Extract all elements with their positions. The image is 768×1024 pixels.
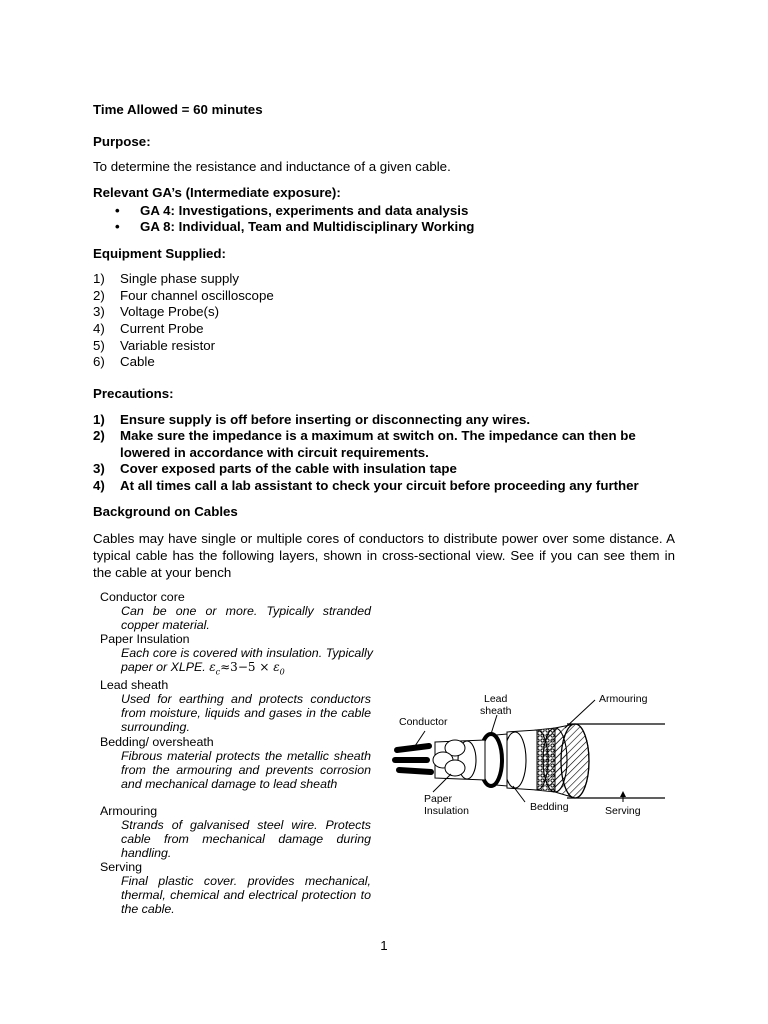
layer-description: Strands of galvanised steel wire. Protects cable from mechanical damage during handling. (121, 818, 371, 860)
precaution-item (93, 461, 683, 478)
layer-description-text: Each core is covered with insulation. Typically paper or XLPE. (121, 646, 373, 674)
layer-description: Can be one or more. Typically stranded copper material. (121, 604, 371, 632)
equipment-item (93, 338, 215, 354)
item-text: Voltage Probe(s) (120, 304, 220, 319)
layer-name: Lead sheath (100, 678, 169, 692)
page-number: 1 (380, 938, 388, 953)
item-number: 4) (93, 478, 105, 493)
label-serving: Serving (605, 805, 641, 817)
item-text: Cover exposed parts of the cable with insulation tape (120, 461, 457, 476)
cable-cross-section-figure (385, 688, 670, 823)
precaution-item (93, 428, 683, 461)
ga-item-text: GA 8: Individual, Team and Multidisciplinary Working (140, 219, 475, 234)
label-paper-insulation: Paper (424, 793, 453, 805)
label-armouring: Armouring (599, 693, 648, 705)
layer-description: Fibrous material protects the metallic sheath from the armouring and prevents corrosion and mechanical damage to lead sheath (121, 749, 371, 791)
item-number: 2) (93, 288, 105, 303)
layer-description (121, 646, 373, 679)
item-text: At all times call a lab assistant to check your circuit before proceeding any further (120, 478, 639, 493)
layer-name: Bedding/ oversheath (100, 735, 214, 749)
bullet-icon: • (115, 219, 120, 234)
item-text: Four channel oscilloscope (120, 288, 274, 303)
item-number: 2) (93, 428, 105, 443)
time-allowed: Time Allowed = 60 minutes (93, 102, 263, 117)
ga-item (115, 219, 474, 235)
label-lead-sheath: Lead (484, 693, 508, 705)
background-text: Cables may have single or multiple cores of conductors to distribute power over some distance. A typical cable has the following layers, shown in cross-sectional view. See if you can see them in the cable at your bench (93, 531, 675, 580)
label-bedding: Bedding (530, 801, 569, 813)
precaution-item (93, 478, 683, 495)
equipment-item (93, 304, 219, 320)
item-text: Cable (120, 354, 155, 369)
subscript-0: 0 (279, 667, 285, 677)
purpose-heading: Purpose: (93, 134, 151, 149)
ga-item (115, 203, 468, 219)
purpose-text: To determine the resistance and inductance of a given cable. (93, 159, 451, 174)
item-number: 6) (93, 354, 105, 369)
epsilon-symbol: ε (209, 660, 216, 674)
equipment-item (93, 354, 155, 370)
item-number: 3) (93, 304, 105, 319)
item-number: 3) (93, 461, 105, 476)
item-number: 1) (93, 412, 105, 427)
item-number: 4) (93, 321, 105, 336)
background-heading: Background on Cables (93, 504, 238, 519)
layer-description: Used for earthing and protects conductors from moisture, liquids and gases in the cable surrounding. (121, 692, 371, 734)
item-text: Ensure supply is off before inserting or disconnecting any wires. (120, 412, 531, 427)
conductor-core (397, 746, 429, 750)
equipment-heading: Equipment Supplied: (93, 246, 226, 261)
conductor-core (399, 770, 431, 772)
bullet-icon: • (115, 203, 120, 218)
label-conductor: Conductor (399, 716, 448, 728)
formula-range: ≈3−5 × (220, 660, 274, 674)
precautions-heading: Precautions: (93, 386, 174, 401)
equipment-item (93, 321, 204, 337)
ga-heading: Relevant GA’s (Intermediate exposure): (93, 185, 341, 200)
epsilon-symbol: ε (273, 660, 280, 674)
item-text: Single phase supply (120, 271, 240, 286)
item-text: Variable resistor (120, 338, 216, 353)
permittivity-formula (209, 660, 285, 677)
layer-name: Conductor core (100, 590, 185, 604)
layer-description: Final plastic cover. provides mechanical, thermal, chemical and electrical protection to the cable. (121, 874, 371, 916)
layer-name: Paper Insulation (100, 632, 190, 646)
item-number: 1) (93, 271, 105, 286)
label-paper-insulation: Insulation (424, 805, 469, 817)
equipment-item (93, 271, 239, 287)
ga-item-text: GA 4: Investigations, experiments and data analysis (140, 203, 469, 218)
layer-name: Armouring (100, 804, 158, 818)
equipment-item (93, 288, 274, 304)
subscript-c: c (215, 667, 221, 677)
item-number: 5) (93, 338, 105, 353)
precaution-item (93, 412, 683, 429)
label-lead-sheath: sheath (480, 705, 512, 717)
item-text: Make sure the impedance is a maximum at switch on. The impedance can then be lowered in accordance with circuit requirements. (120, 428, 636, 460)
item-text: Current Probe (120, 321, 204, 336)
layer-name: Serving (100, 860, 143, 874)
